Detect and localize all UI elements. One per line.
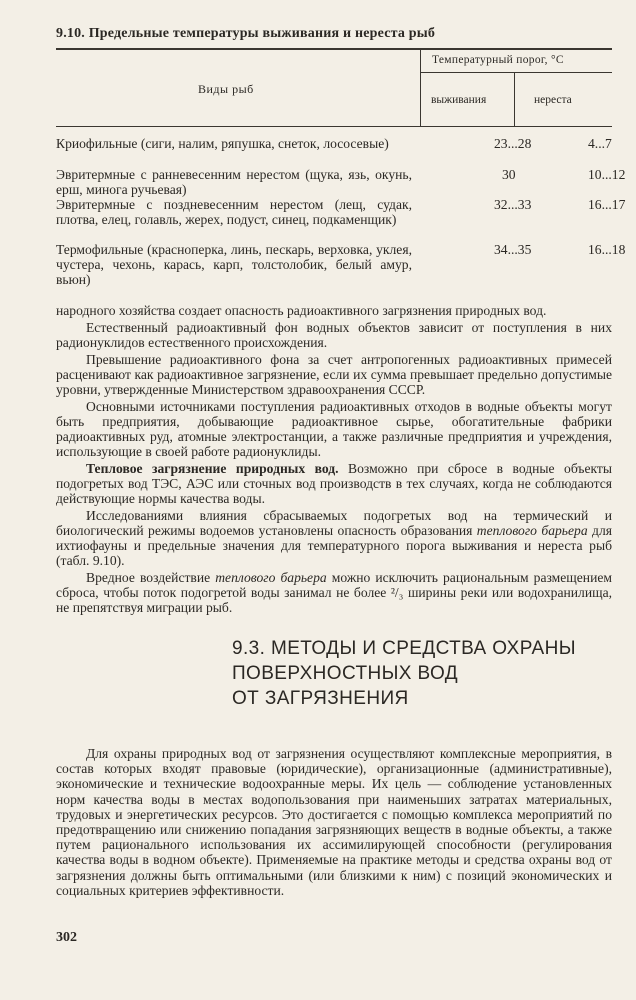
paragraph-text: Исследованиями влияния сбрасываемых подогретых вод на термический и биологический режимы водоемов установлены опасность образования [56, 508, 612, 538]
paragraph: Основными источниками поступления радиоактивных отходов в водные объекты могут быть предприятия, добывающие радиоактивное сырье, обогатительные фабрики радиоактивных руд, атомные электростанции, а также различные предприятия и учреждения, использующие в своей работе радионуклиды. [56, 399, 612, 459]
paragraph [56, 508, 612, 568]
row-spawning: 4...7 [588, 136, 612, 151]
table-subheader-rule [420, 72, 612, 73]
row-survival: 23...28 [494, 136, 532, 151]
emphasis-term: теплового барьера [215, 570, 327, 585]
paragraph: Для охраны природных вод от загрязнения осуществляют комплексные мероприятия, в состав которых входят правовые (юридические), организационные (административные), экономические и технические водоохранные меры. Их цель — соблюдение установленных норм качества воды в местах водопользования при наименьших затратах материальных, трудовых и энергетических ресурсов. Это достигается с помощью комплекса мероприятий по предотвращению или снижению попадания загрязняющих веществ в водные объекты, а также путем рационального использования их ассимилирующей способности (регулирования качества воды в водном объекте). Применяемые на практике методы и средства охраны вод от загрязнения должны быть оптимальными (или близкими к ним) с позиций экономических и социальных критериев эффективности. [56, 746, 612, 898]
row-survival: 32...33 [494, 197, 532, 212]
row-spawning: 16...17 [588, 197, 626, 212]
paragraph-text: Возможно при сбросе в водные объекты подогретых вод ТЭС, АЭС или сточных вод производств в тех случаях, когда не соблюдаются действующие нормы качества воды. [56, 461, 612, 506]
page-number: 302 [56, 930, 77, 945]
header-survival: выживания [431, 94, 487, 106]
paragraph [56, 570, 612, 615]
table-top-rule [56, 48, 612, 50]
table-subcolumn-divider [514, 73, 515, 126]
row-species: Термофильные (красноперка, линь, пескарь, верховка, уклея, чустера, чехонь, карась, карп, толстолобик, белый амур, вьюн) [56, 242, 412, 287]
table-column-divider [420, 48, 421, 126]
header-spawning: нереста [534, 94, 572, 106]
thermal-pollution-heading: Тепловое загрязнение природных вод. [86, 461, 339, 476]
row-species: Эвритермные с ранневесенним нерестом (щука, язь, окунь, ерш, минога ручьевая) [56, 167, 412, 197]
paragraph-text: можно исключить рациональным размещением сброса, чтобы поток подогретой воды занимал не более ²/₃ ширины реки или водохранилища, не препятствуя миграции рыб. [56, 570, 612, 615]
header-threshold: Температурный порог, °С [432, 54, 564, 66]
paragraph-text: для ихтиофауны и предельные значения для температурного порога выживания и нереста рыб (табл. 9.10). [56, 523, 612, 568]
paragraph: Естественный радиоактивный фон водных объектов зависит от поступления в них радионуклидов естественного происхождения. [56, 320, 612, 350]
table-caption: 9.10. Предельные температуры выживания и нереста рыб [56, 26, 436, 41]
row-survival: 30 [502, 167, 516, 182]
section-title-line: 9.3. МЕТОДЫ И СРЕДСТВА ОХРАНЫ [232, 638, 576, 659]
row-survival: 34...35 [494, 242, 532, 257]
section-title [232, 636, 612, 711]
row-species: Эвритермные с поздневесенним нерестом (лещ, судак, плотва, елец, голавль, жерех, подуст, синец, подкаменщик) [56, 197, 412, 227]
row-spawning: 10...12 [588, 167, 626, 182]
paragraph: народного хозяйства создает опасность радиоактивного загрязнения природных вод. [56, 303, 547, 318]
section-title-line: ОТ ЗАГРЯЗНЕНИЯ [232, 688, 409, 709]
row-species: Криофильные (сиги, налим, ряпушка, снеток, лососевые) [56, 136, 389, 151]
row-spawning: 16...18 [588, 242, 626, 257]
body-text [56, 303, 612, 615]
emphasis-term: теплового барьера [476, 523, 588, 538]
paragraph [56, 461, 612, 506]
table-header-bottom-rule [56, 126, 612, 127]
section-title-line: ПОВЕРХНОСТНЫХ ВОД [232, 663, 459, 684]
paragraph-text: Вредное воздействие [86, 570, 216, 585]
paragraph: Превышение радиоактивного фона за счет антропогенных радиоактивных примесей расценивают как радиоактивное загрязнение, если их сумма превышает предельно допустимые уровни, утвержденные Министерством здравоохранения СССР. [56, 352, 612, 397]
section-body [56, 746, 612, 898]
header-species: Виды рыб [198, 82, 254, 96]
